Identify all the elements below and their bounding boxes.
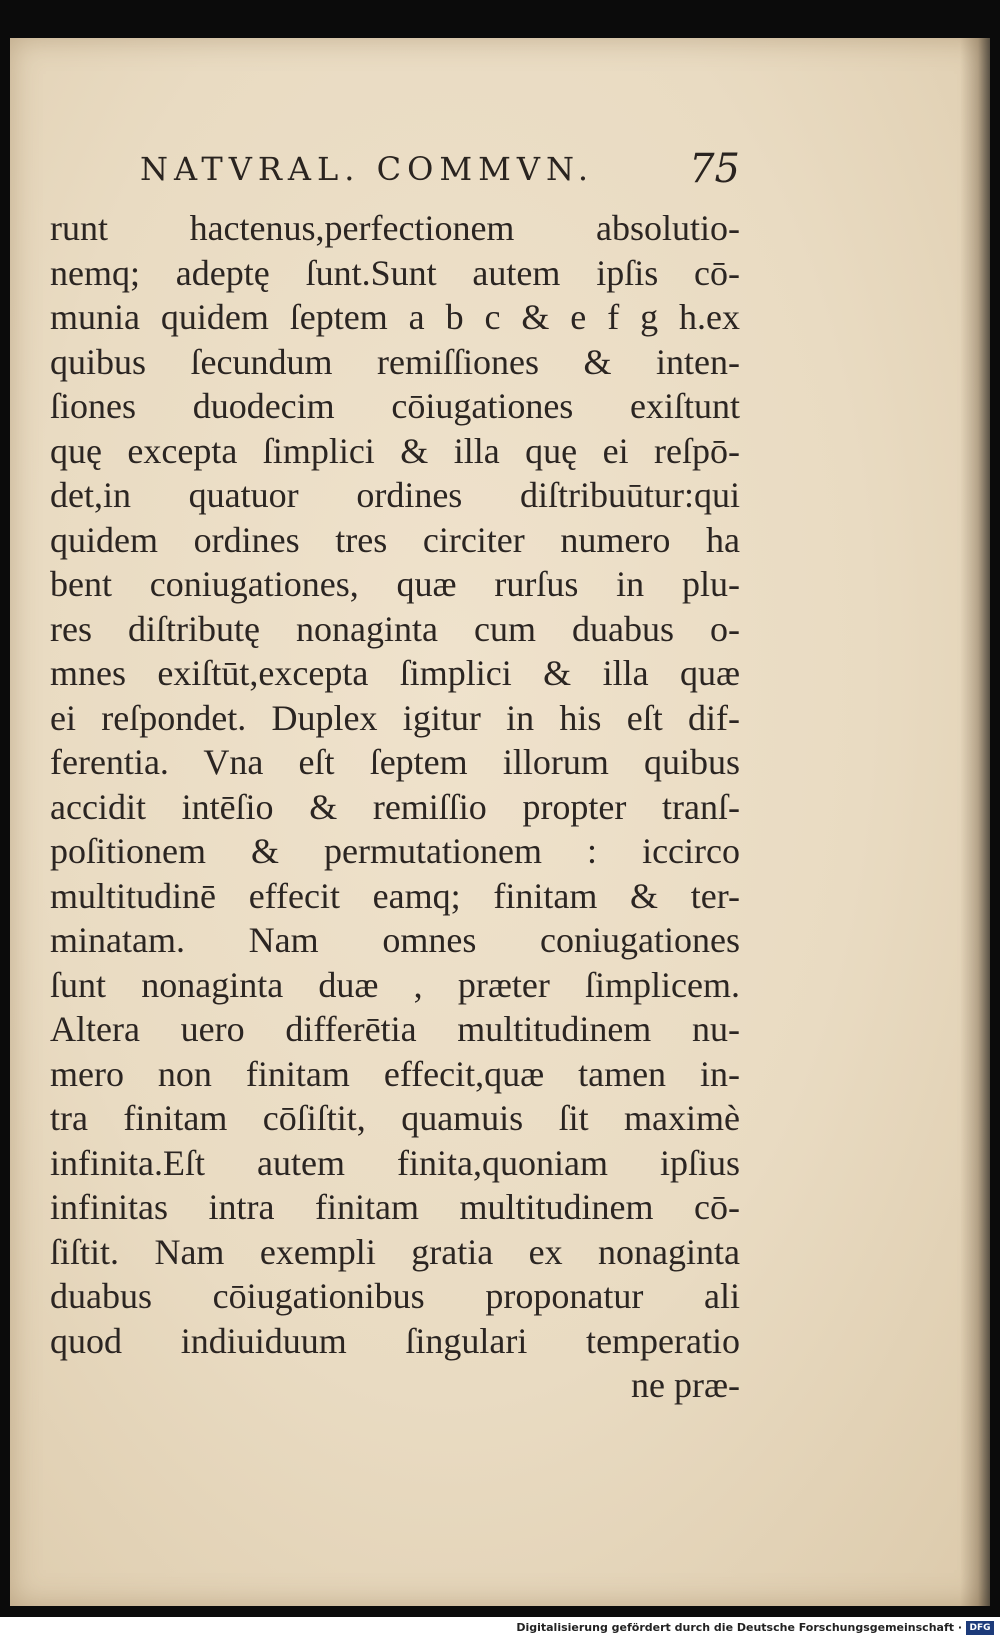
funding-note: Digitalisierung gefördert durch die Deutsche Forschungsgemeinschaft · <box>516 1621 962 1634</box>
text-line: Altera uero differētia multitudinem nu- <box>50 1009 740 1049</box>
text-line: ferentia. Vna eſt ſeptem illorum quibus <box>50 742 740 782</box>
text-line: ſiſtit. Nam exempli gratia ex nonaginta <box>50 1231 740 1272</box>
text-line: mero non finitam effecit,quæ tamen in- <box>50 1053 740 1094</box>
dfg-logo: DFG <box>966 1621 994 1635</box>
text-line: bent coniugationes, quæ rurſus in plu- <box>50 564 740 604</box>
text-line: quidem ordines tres circiter numero ha <box>50 519 740 560</box>
footer-bar <box>0 1617 1000 1640</box>
text-line: minatam. Nam omnes coniugationes <box>50 920 740 960</box>
text-line: tra finitam cōſiſtit, quamuis ſit maximè <box>50 1098 740 1138</box>
text-line: ei reſpondet. Duplex igitur in his eſt dif- <box>50 697 740 738</box>
text-line: quod indiuiduum ſingulari temperatio <box>50 1320 740 1361</box>
text-line: infinita.Eſt autem finita,quoniam ipſius <box>50 1142 740 1183</box>
text-line: accidit intēſio & remiſſio propter tranſ- <box>50 786 740 827</box>
text-line: nemq; adeptę ſunt.Sunt autem ipſis cō- <box>50 252 740 293</box>
text-line: poſitionem & permutationem : iccirco <box>50 831 740 871</box>
text-line: det,in quatuor ordines diſtribuūtur:qui <box>50 475 740 515</box>
text-line: quibus ſecundum remiſſiones & inten- <box>50 341 740 382</box>
page-header <box>140 146 740 200</box>
text-line: ne præ- <box>631 1365 740 1405</box>
text-line: runt hactenus,perfectionem absolutio- <box>50 208 740 248</box>
page-edge-shadow <box>960 38 990 1606</box>
text-line: munia quidem ſeptem a b c & e f g h.ex <box>50 297 740 337</box>
text-line: infinitas intra finitam multitudinem cō- <box>50 1187 740 1227</box>
text-line: duabus cōiugationibus proponatur ali <box>50 1276 740 1316</box>
running-title: NATVRAL. COMMVN. <box>140 150 595 188</box>
text-line: ſunt nonaginta duæ , præter ſimplicem. <box>50 964 740 1005</box>
text-block <box>50 206 740 1408</box>
text-line: ſiones duodecim cōiugationes exiſtunt <box>50 386 740 426</box>
text-line: mnes exiſtūt,excepta ſimplici & illa quæ <box>50 653 740 693</box>
text-line: res diſtributę nonaginta cum duabus o- <box>50 608 740 649</box>
text-line: multitudinē effecit eamq; finitam & ter- <box>50 875 740 916</box>
text-line: quę excepta ſimplici & illa quę ei reſpō- <box>50 430 740 471</box>
page-number: 75 <box>689 146 740 192</box>
